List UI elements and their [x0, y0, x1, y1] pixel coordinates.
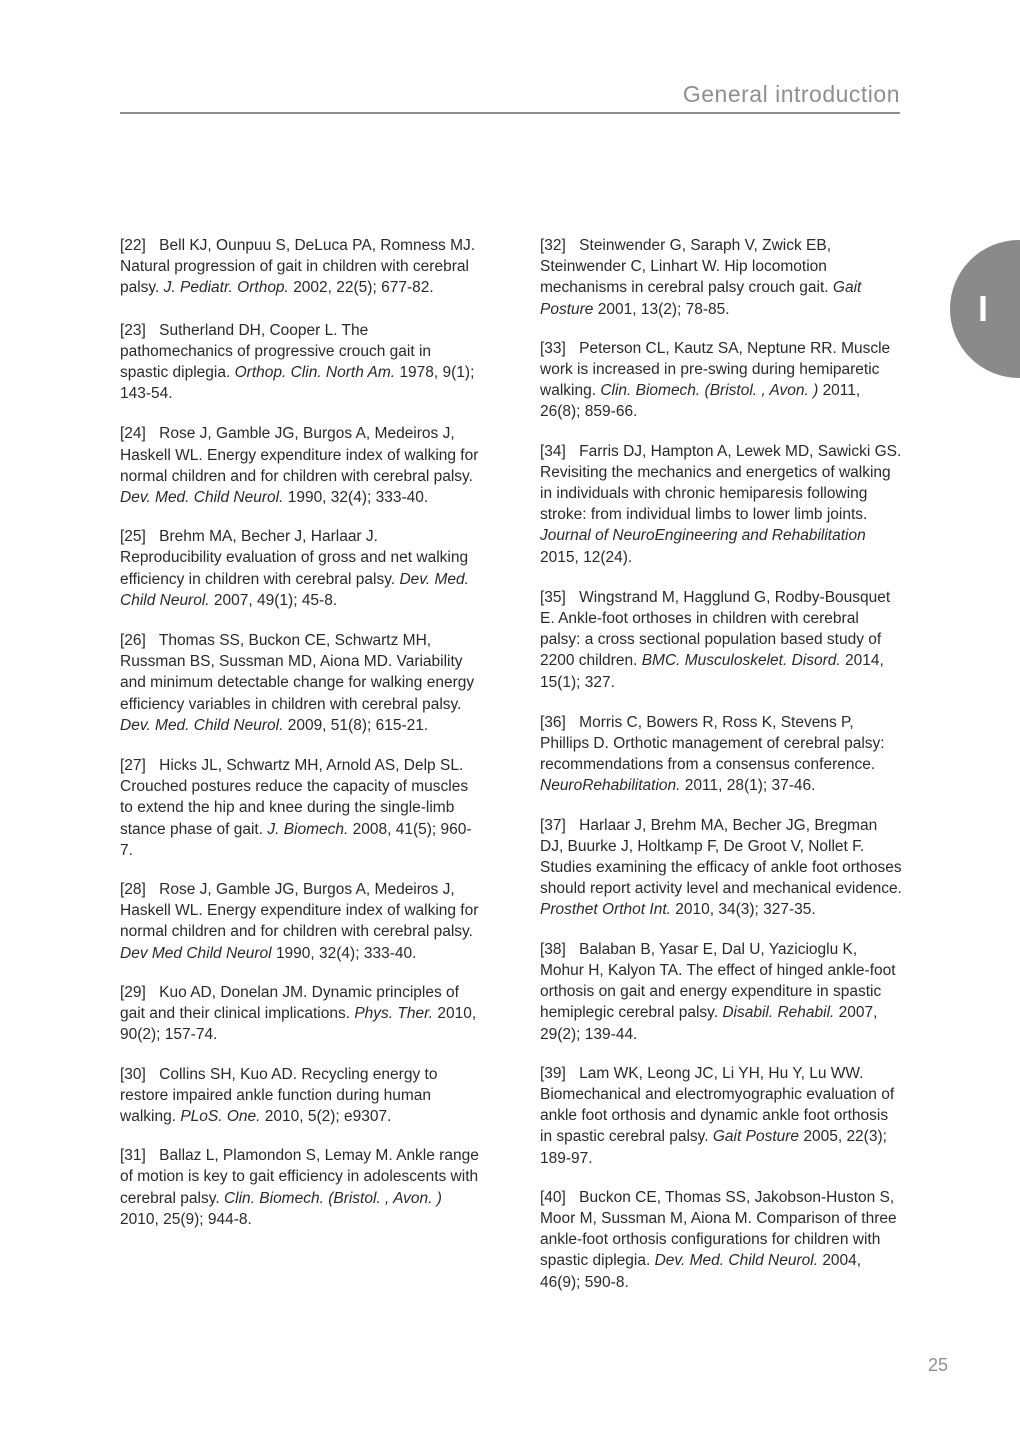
chapter-tab — [950, 240, 1020, 378]
reference-body: Bell KJ, Ounpuu S, DeLuca PA, Romness MJ. Natural progression of gait in children with cerebral palsy. — [120, 237, 476, 297]
reference-item — [540, 235, 902, 320]
reference-journal: Prosthet Orthot Int. — [540, 901, 671, 919]
reference-item — [120, 423, 482, 508]
reference-number: [22] — [120, 237, 146, 254]
reference-journal: Dev Med Child Neurol — [120, 944, 272, 962]
reference-journal: Phys. Ther. — [354, 1005, 434, 1023]
reference-tail: 2014, 15(1); 327. — [540, 652, 884, 691]
reference-number: [31] — [120, 1147, 146, 1165]
reference-item — [120, 755, 482, 861]
reference-number: [37] — [540, 816, 566, 834]
reference-tail: 2010, 34(3); 327-35. — [675, 901, 816, 919]
reference-number: [24] — [120, 425, 146, 443]
reference-number: [38] — [540, 940, 566, 958]
reference-number: [27] — [120, 757, 146, 775]
reference-journal: Dev. Med. Child Neurol. — [120, 489, 284, 507]
reference-number: [39] — [540, 1064, 566, 1082]
reference-journal: J. Pediatr. Orthop. — [163, 279, 289, 297]
header-title: General introduction — [682, 81, 900, 107]
reference-tail: 1990, 32(4); 333-40. — [287, 489, 429, 507]
reference-body: Hicks JL, Schwartz MH, Arnold AS, Delp SL. Crouched postures reduce the capacity of muscles to extend the hip and knee during the single-limb stance phase of gait. — [120, 757, 469, 838]
reference-number: [26] — [120, 632, 146, 650]
reference-number: [33] — [540, 339, 566, 357]
reference-item — [120, 630, 482, 736]
reference-body: Ballaz L, Plamondon S, Lemay M. Ankle range of motion is key to gait efficiency in adolescents with cerebral palsy. — [120, 1147, 479, 1207]
reference-body: Brehm MA, Becher J, Harlaar J. Reproducibility evaluation of gross and net walking efficiency in children with cerebral palsy. — [120, 528, 469, 588]
reference-item — [540, 338, 902, 423]
reference-number: [35] — [540, 588, 566, 606]
running-header — [120, 80, 900, 114]
reference-item — [540, 1187, 902, 1293]
reference-tail: 1978, 9(1); 143-54. — [120, 364, 475, 403]
reference-body: Collins SH, Kuo AD. Recycling energy to restore impaired ankle function during human walking. — [120, 1065, 438, 1125]
reference-body: Kuo AD, Donelan JM. Dynamic principles of gait and their clinical implications. — [120, 983, 459, 1023]
reference-number: [30] — [120, 1065, 146, 1083]
reference-tail: 2002, 22(5); 677-82. — [293, 279, 434, 297]
reference-number: [25] — [120, 528, 146, 546]
reference-tail: 2007, 49(1); 45-8. — [213, 591, 338, 609]
reference-item — [120, 320, 482, 405]
reference-number: [34] — [540, 442, 566, 460]
reference-tail: 2010, 90(2); 157-74. — [120, 1005, 477, 1044]
reference-tail: 2015, 12(24). — [540, 548, 633, 566]
reference-journal: PLoS. One. — [180, 1107, 261, 1125]
reference-item — [120, 1064, 482, 1128]
reference-column-right — [540, 235, 902, 1293]
reference-tail: 2011, 28(1); 37-46. — [684, 777, 816, 795]
reference-body: Farris DJ, Hampton A, Lewek MD, Sawicki GS. Revisiting the mechanics and energetics of walking in individuals with chronic hemiparesis following stroke: from individual limbs to lower limb joints. — [540, 442, 902, 524]
reference-body: Balaban B, Yasar E, Dal U, Yazicioglu K, Mohur H, Kalyon TA. The effect of hinged ankle-foot orthosis on gait and energy expenditure in spastic hemiplegic cerebral palsy. — [540, 940, 896, 1022]
reference-journal: Disabil. Rehabil. — [722, 1004, 835, 1022]
reference-journal: Clin. Biomech. (Bristol. , Avon. ) — [600, 382, 819, 400]
reference-body: Thomas SS, Buckon CE, Schwartz MH, Russman BS, Sussman MD, Aiona MD. Variability and minimum detectable change for walking energy efficiency variables in children with cerebral palsy. — [120, 632, 475, 713]
reference-tail: 2004, 46(9); 590-8. — [540, 1252, 862, 1291]
reference-item — [540, 587, 902, 693]
reference-item — [120, 235, 482, 299]
reference-body: Morris C, Bowers R, Ross K, Stevens P, Phillips D. Orthotic management of cerebral palsy: recommendations from a consensus conference. — [540, 713, 885, 774]
reference-tail: 2011, 26(8); 859-66. — [540, 382, 861, 421]
reference-body: Steinwender G, Saraph V, Zwick EB, Steinwender C, Linhart W. Hip locomotion mechanisms in cerebral palsy crouch gait. — [540, 237, 832, 297]
reference-journal: Orthop. Clin. North Am. — [234, 364, 396, 382]
reference-number: [28] — [120, 881, 146, 899]
reference-body: Buckon CE, Thomas SS, Jakobson-Huston S, Moor M, Sussman M, Aiona M. Comparison of three ankle-foot orthosis configurations for children with spastic diplegia. — [540, 1188, 897, 1270]
reference-tail: 2001, 13(2); 78-85. — [597, 300, 730, 318]
reference-tail: 2009, 51(8); 615-21. — [287, 716, 429, 734]
reference-number: [23] — [120, 321, 146, 339]
reference-tail: 2005, 22(3); 189-97. — [540, 1128, 887, 1167]
reference-journal: Gait Posture — [540, 279, 862, 318]
chapter-label: I — [978, 288, 989, 329]
reference-body: Harlaar J, Brehm MA, Becher JG, Bregman DJ, Buurke J, Holtkamp F, De Groot V, Nollet F. Studies examining the efficacy of ankle foot orthoses should report activity level and mechanical evidence. — [540, 816, 902, 898]
reference-tail: 2008, 41(5); 960-7. — [120, 820, 472, 859]
reference-body: Sutherland DH, Cooper L. The pathomechanics of progressive crouch gait in spastic diplegia. — [120, 321, 432, 382]
reference-body: Rose J, Gamble JG, Burgos A, Medeiros J, Haskell WL. Energy expenditure index of walking for normal children and for children with cerebral palsy. — [120, 881, 479, 941]
reference-item — [540, 939, 902, 1045]
reference-tail: 2007, 29(2); 139-44. — [540, 1004, 878, 1043]
reference-tail: 1990, 32(4); 333-40. — [275, 944, 417, 962]
reference-item — [540, 815, 902, 921]
reference-journal: Journal of NeuroEngineering and Rehabilitation — [540, 527, 866, 545]
reference-item — [120, 1145, 482, 1230]
reference-journal: Gait Posture — [712, 1128, 800, 1146]
reference-column-left — [120, 235, 482, 1230]
reference-body: Peterson CL, Kautz SA, Neptune RR. Muscle work is increased in pre-swing during hemiparetic walking. — [540, 339, 891, 400]
reference-journal: NeuroRehabilitation. — [540, 777, 681, 795]
reference-journal: Dev. Med. Child Neurol. — [120, 570, 469, 609]
reference-number: [29] — [120, 983, 146, 1001]
reference-tail: 2010, 5(2); e9307. — [264, 1107, 392, 1125]
reference-number: [40] — [540, 1188, 566, 1206]
reference-item — [540, 1063, 902, 1169]
page-number: 25 — [927, 1355, 948, 1375]
reference-tail: 2010, 25(9); 944-8. — [120, 1210, 252, 1228]
reference-item — [120, 982, 482, 1046]
reference-journal: Clin. Biomech. (Bristol. , Avon. ) — [223, 1189, 442, 1207]
reference-item — [540, 441, 902, 568]
reference-number: [32] — [540, 237, 566, 254]
reference-number: [36] — [540, 713, 566, 731]
reference-item — [120, 879, 482, 964]
reference-body: Wingstrand M, Hagglund G, Rodby-Bousquet E. Ankle-foot orthoses in children with cerebral palsy: a cross sectional population based study of 2200 children. — [540, 588, 891, 670]
reference-body: Lam WK, Leong JC, Li YH, Hu Y, Lu WW. Biomechanical and electromyographic evaluation of ankle foot orthosis and dynamic ankle foot orthosis in spastic cerebral palsy. — [540, 1064, 895, 1146]
reference-journal: Dev. Med. Child Neurol. — [120, 716, 284, 734]
reference-body: Rose J, Gamble JG, Burgos A, Medeiros J, Haskell WL. Energy expenditure index of walking for normal children and for children with cerebral palsy. — [120, 425, 479, 485]
reference-journal: BMC. Musculoskelet. Disord. — [641, 652, 841, 670]
reference-journal: J. Biomech. — [267, 820, 349, 838]
reference-item — [120, 526, 482, 611]
reference-journal: Dev. Med. Child Neurol. — [654, 1252, 818, 1270]
reference-item — [540, 712, 902, 797]
